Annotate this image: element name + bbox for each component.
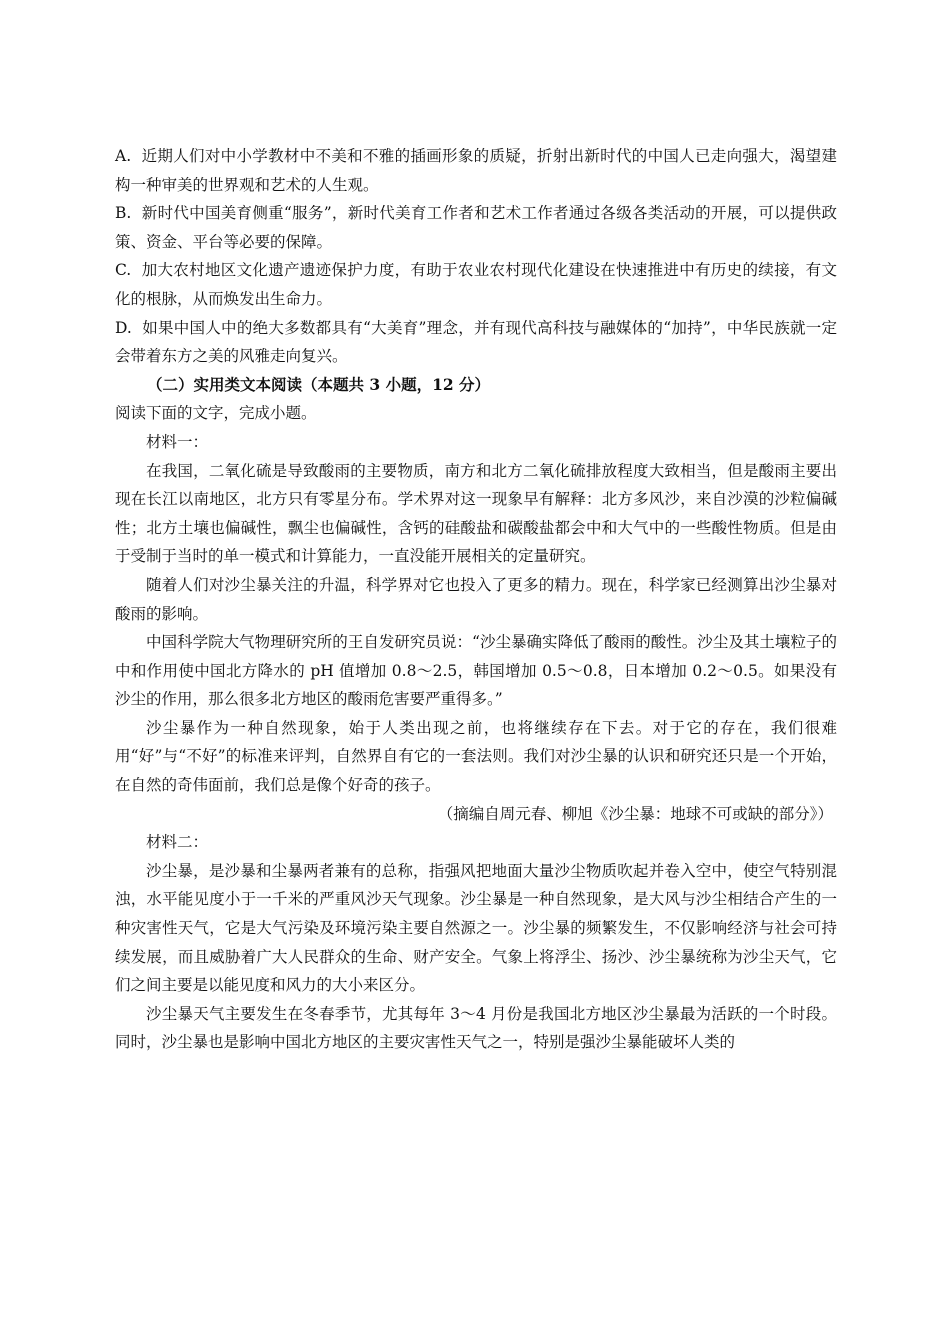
option-text: 如果中国人中的绝大多数都具有“大美育”理念，并有现代高科技与融媒体的“加持”，中华民族就一定会带着东方之美的风雅走向复兴。 [115, 318, 838, 366]
option-letter: A. [115, 147, 132, 165]
document-page [115, 142, 837, 1057]
material-two-paragraph: 沙尘暴，是沙暴和尘暴两者兼有的总称，指强风把地面大量沙尘物质吹起并卷入空中，使空气特别混浊，水平能见度小于一千米的严重风沙天气现象。沙尘暴是一种自然现象，是大风与沙尘相结合产生的一种灾害性天气，它是大气污染及环境污染主要自然源之一。沙尘暴的频繁发生，不仅影响经济与社会可持续发展，而且威胁着广大人民群众的生命、财产安全。气象上将浮尘、扬沙、沙尘暴统称为沙尘天气，它们之间主要是以能见度和风力的大小来区分。 [115, 861, 837, 995]
material-one-label: 材料一： [146, 432, 209, 451]
material-two-label: 材料二： [146, 833, 209, 852]
material-one-paragraph: 在我国，二氧化硫是导致酸雨的主要物质，南方和北方二氧化硫排放程度大致相当，但是酸雨主要出现在长江以南地区，北方只有零星分布。学术界对这一现象早有解释：北方多风沙，来自沙漠的沙粒偏碱性；北方土壤也偏碱性，飘尘也偏碱性，含钙的硅酸盐和碳酸盐都会中和大气中的一些酸性物质。但是由于受制于当时的单一模式和计算能力，一直没能开展相关的定量研究。 [115, 461, 837, 566]
option-text: 加大农村地区文化遗产遗迹保护力度，有助于农业农村现代化建设在快速推进中有历史的续接，有文化的根脉，从而焕发出生命力。 [115, 261, 837, 308]
section-title: （二）实用类文本阅读（本题共 3 小题，12 分） [147, 374, 491, 394]
option-text: 新时代中国美育侧重“服务”，新时代美育工作者和艺术工作者通过各级各类活动的开展，可以提供政策、资金、平台等必要的保障。 [115, 204, 838, 251]
material-two-paragraph: 沙尘暴天气主要发生在冬春季节，尤其每年 3～4 月份是我国北方地区沙尘暴最为活跃的一个时段。同时，沙尘暴也是影响中国北方地区的主要灾害性天气之一，特别是强沙尘暴能破坏人类的 [115, 1004, 837, 1052]
option-letter: D. [115, 318, 132, 337]
material-one-paragraph: 中国科学院大气物理研究所的王自发研究员说：“沙尘暴确实降低了酸雨的酸性。沙尘及其土壤粒子的中和作用使中国北方降水的 pH 值增加 0.8～2.5，韩国增加 0.5～0.8，日本增加 0.2～0.5。如果没有沙尘的作用，那么很多北方地区的酸雨危害要严重得多。” [115, 633, 837, 709]
option-a [115, 142, 837, 199]
material-one-paragraph: 随着人们对沙尘暴关注的升温，科学界对它也投入了更多的精力。现在，科学家已经测算出沙尘暴对酸雨的影响。 [115, 575, 837, 623]
option-c [115, 256, 837, 313]
option-letter: C. [115, 261, 132, 280]
section-instruction: 阅读下面的文字，完成小题。 [115, 404, 317, 423]
material-one-source: （摘编自周元春、柳旭《沙尘暴：地球不可或缺的部分》） [437, 804, 833, 823]
option-letter: B. [115, 204, 132, 223]
option-b [115, 199, 837, 256]
option-d [115, 314, 837, 371]
material-one-paragraph: 沙尘暴作为一种自然现象，始于人类出现之前，也将继续存在下去。对于它的存在，我们很难用“好”与“不好”的标准来评判，自然界自有它的一套法则。我们对沙尘暴的认识和研究还只是一个开始，在自然的奇伟面前，我们总是像个好奇的孩子。 [115, 718, 837, 795]
option-text: 近期人们对中小学教材中不美和不雅的插画形象的质疑，折射出新时代的中国人已走向强大，渴望建构一种审美的世界观和艺术的人生观。 [115, 147, 837, 194]
